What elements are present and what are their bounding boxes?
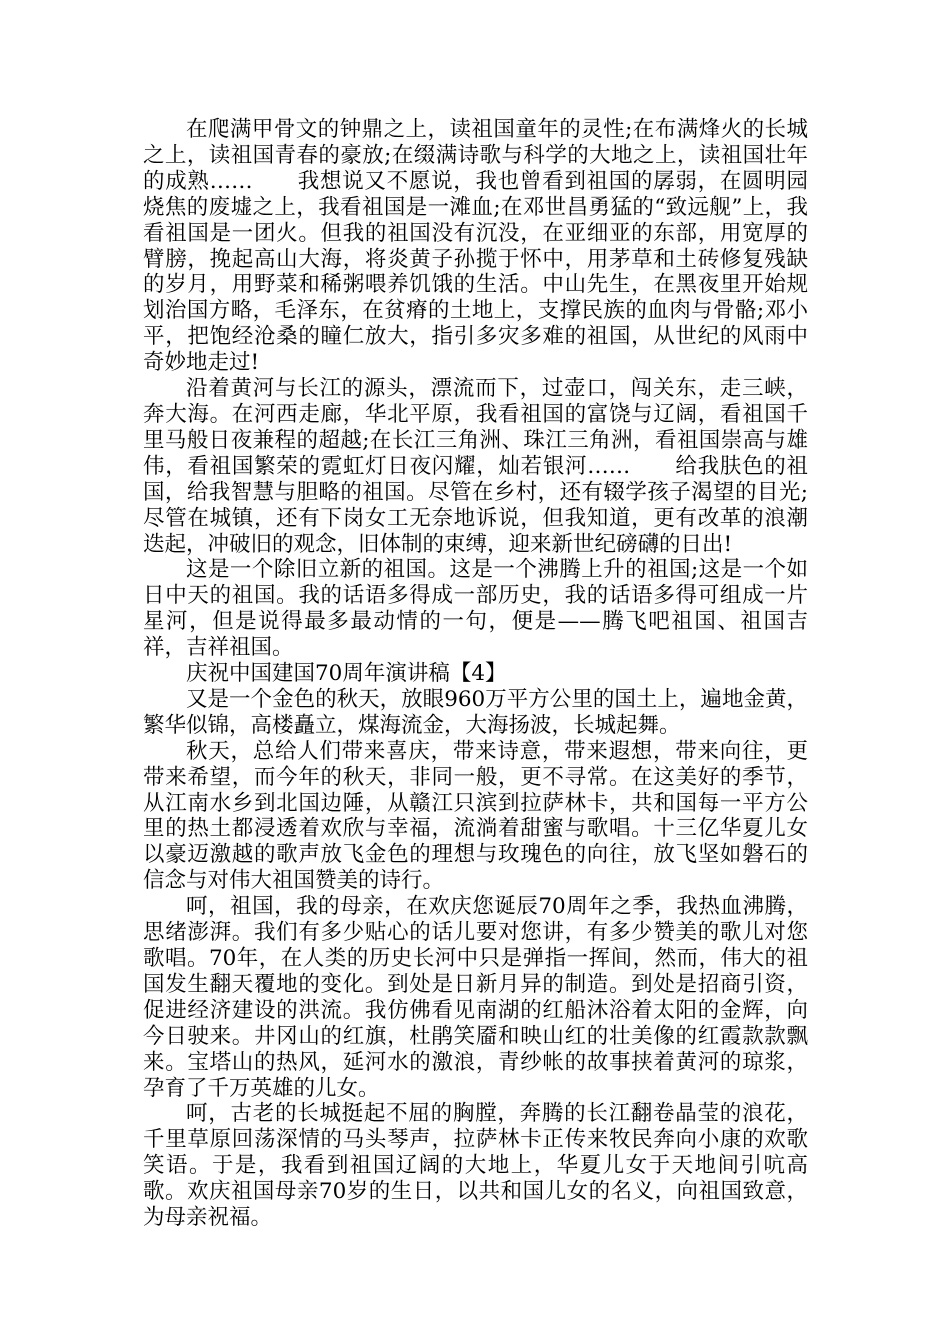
paragraph-5: 秋天，总给人们带来喜庆，带来诗意，带来遐想，带来向往，更带来希望，而今年的秋天，非同一般，更不寻常。在这美好的季节，从江南水乡到北国边陲，从赣江只滨到拉萨林卡，共和国每一平方公里的热土都浸透着欢欣与幸福，流淌着甜蜜与歌唱。十三亿华夏儿女以豪迈激越的歌声放飞金色的理想与玫瑰色的向往，放飞坚如磐石的信念与对伟大祖国赞美的诗行。 (143, 738, 808, 894)
paragraph-6: 呵，祖国，我的母亲，在欢庆您诞辰70周年之季，我热血沸腾，思绪澎湃。我们有多少贴心的话儿要对您讲，有多少赞美的歌儿对您歌唱。70年，在人类的历史长河中只是弹指一挥间，然而，伟大的祖国发生翻天覆地的变化。到处是日新月异的制造。到处是招商引资，促进经济建设的洪流。我仿佛看见南湖的红船沐浴着太阳的金辉，向今日驶来。井冈山的红旗，杜鹃笑靥和映山红的壮美像的红霞款款飘来。宝塔山的热风，延河水的激浪，青纱帐的故事挟着黄河的琼浆，孕育了千万英雄的儿女。 (143, 894, 808, 1101)
document-body (143, 117, 808, 1231)
paragraph-4: 又是一个金色的秋天，放眼960万平方公里的国土上，遍地金黄，繁华似锦，高楼矗立，煤海流金，大海扬波，长城起舞。 (143, 686, 808, 738)
paragraph-2: 沿着黄河与长江的源头，漂流而下，过壶口，闯关东，走三峡，奔大海。在河西走廊，华北平原，我看祖国的富饶与辽阔，看祖国千里马般日夜兼程的超越;在长江三角洲、珠江三角洲，看祖国崇高与雄伟，看祖国繁荣的霓虹灯日夜闪耀，灿若银河…… 给我肤色的祖国，给我智慧与胆略的祖国。尽管在乡村，还有辍学孩子渴望的目光;尽管在城镇，还有下岗女工无奈地诉说，但我知道，更有改革的浪潮迭起，冲破旧的观念，旧体制的束缚，迎来新世纪磅礴的日出! (143, 376, 808, 557)
paragraph-3: 这是一个除旧立新的祖国。这是一个沸腾上升的祖国;这是一个如日中天的祖国。我的话语多得成一部历史，我的话语多得可组成一片星河，但是说得最多最动情的一句，便是——腾飞吧祖国、祖国吉祥，吉祥祖国。 (143, 557, 808, 661)
paragraph-1: 在爬满甲骨文的钟鼎之上，读祖国童年的灵性;在布满烽火的长城之上，读祖国青春的豪放;在缀满诗歌与科学的大地之上，读祖国壮年的成熟…… 我想说又不愿说，我也曾看到祖国的孱弱，在圆明园烧焦的废墟之上，我看祖国是一滩血;在邓世昌勇猛的“致远舰”上，我看祖国是一团火。但我的祖国没有沉没，在亚细亚的东部，用宽厚的臂膀，挽起高山大海，将炎黄子孙揽于怀中，用茅草和土砖修复残缺的岁月，用野菜和稀粥喂养饥饿的生活。中山先生，在黑夜里开始规划治国方略，毛泽东，在贫瘠的土地上，支撑民族的血肉与骨骼;邓小平，把饱经沧桑的瞳仁放大，指引多灾多难的祖国，从世纪的风雨中奇妙地走过! (143, 117, 808, 376)
paragraph-7: 呵，古老的长城挺起不屈的胸膛，奔腾的长江翻卷晶莹的浪花，千里草原回荡深情的马头琴声，拉萨林卡正传来牧民奔向小康的欢歌笑语。于是，我看到祖国辽阔的大地上，华夏儿女于天地间引吭高歌。欢庆祖国母亲70岁的生日，以共和国儿女的名义，向祖国致意，为母亲祝福。 (143, 1101, 808, 1231)
section-heading: 庆祝中国建国70周年演讲稿【4】 (186, 661, 507, 687)
